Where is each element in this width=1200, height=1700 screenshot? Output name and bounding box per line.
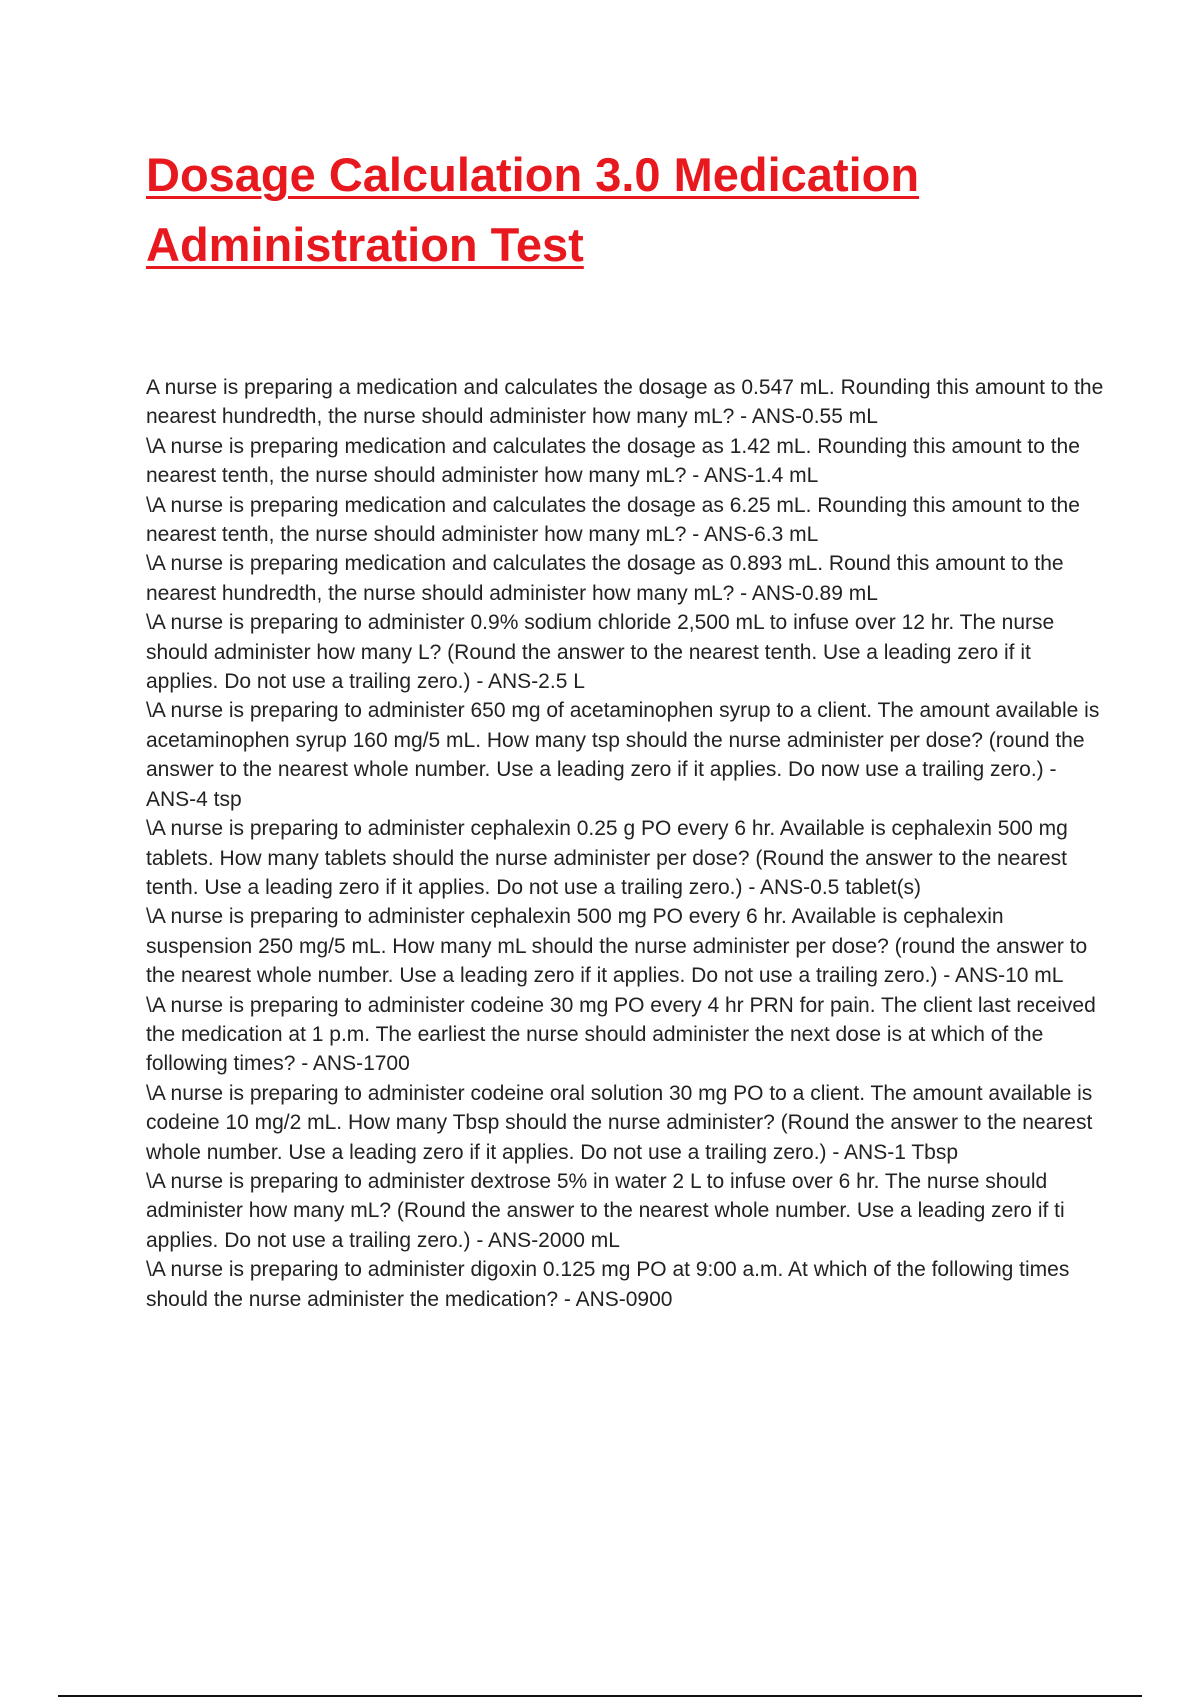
question-item: \A nurse is preparing to administer codeine oral solution 30 mg PO to a client. The amount available is codeine 10 mg/2 mL. How many Tbsp should the nurse administer? (Round the answer to the nearest whole number. Use a leading zero if it applies. Do not use a trailing zero.) - ANS-1 Tbsp [146,1081,1093,1164]
question-item: \A nurse is preparing medication and calculates the dosage as 6.25 mL. Rounding this amount to the nearest tenth, the nurse should administer how many mL? - ANS-6.3 mL [146,493,1080,547]
page-bottom-rule [58,1695,1142,1697]
question-item: \A nurse is preparing to administer dextrose 5% in water 2 L to infuse over 6 hr. The nurse should administer how many mL? (Round the answer to the nearest whole number. Use a leading zero if ti applies. Do not use a trailing zero.) - ANS-2000 mL [146,1169,1065,1252]
question-list [146,373,1106,1314]
question-item: \A nurse is preparing to administer digoxin 0.125 mg PO at 9:00 a.m. At which of the following times should the nurse administer the medication? - ANS-0900 [146,1258,1070,1311]
question-item: \A nurse is preparing to administer cephalexin 500 mg PO every 6 hr. Available is cephalexin suspension 250 mg/5 mL. How many mL should the nurse administer per dose? (round the answer to the nearest whole number. Use a leading zero if it applies. Do not use a trailing zero.) - ANS-10 mL [146,905,1088,988]
page-title [146,140,1086,280]
question-item: \A nurse is preparing to administer codeine 30 mg PO every 4 hr PRN for pain. The client last received the medication at 1 p.m. The earliest the nurse should administer the next dose is at which of the following times? - ANS-1700 [146,993,1096,1076]
question-item: A nurse is preparing a medication and calculates the dosage as 0.547 mL. Rounding this amount to the nearest hundredth, the nurse should administer how many mL? - ANS-0.55 mL [146,376,1104,429]
question-item: \A nurse is preparing to administer 0.9% sodium chloride 2,500 mL to infuse over 12 hr. The nurse should administer how many L? (Round the answer to the nearest tenth. Use a leading zero if it applies. Do not use a trailing zero.) - ANS-2.5 L [146,611,1055,694]
question-item: \A nurse is preparing medication and calculates the dosage as 0.893 mL. Round this amount to the nearest hundredth, the nurse should administer how many mL? - ANS-0.89 mL [146,552,1064,605]
question-item: \A nurse is preparing to administer cephalexin 0.25 g PO every 6 hr. Available is cephalexin 500 mg tablets. How many tablets should the nurse administer per dose? (Round the answer to the nearest tenth. Use a leading zero if it applies. Do not use a trailing zero.) - ANS-0.5 tablet(s) [146,817,1068,899]
title-line-1: Dosage Calculation 3.0 Medication [146,148,920,201]
question-item: \A nurse is preparing to administer 650 mg of acetaminophen syrup to a client. The amount available is acetaminophen syrup 160 mg/5 mL. How many tsp should the nurse administer per dose? (round the answer to the nearest whole number. Use a leading zero if it applies. Do now use a trailing zero.) - ANS-4 tsp [146,699,1100,811]
question-item: \A nurse is preparing medication and calculates the dosage as 1.42 mL. Rounding this amount to the nearest tenth, the nurse should administer how many mL? - ANS-1.4 mL [146,434,1080,488]
title-line-2: Administration Test [146,218,584,271]
